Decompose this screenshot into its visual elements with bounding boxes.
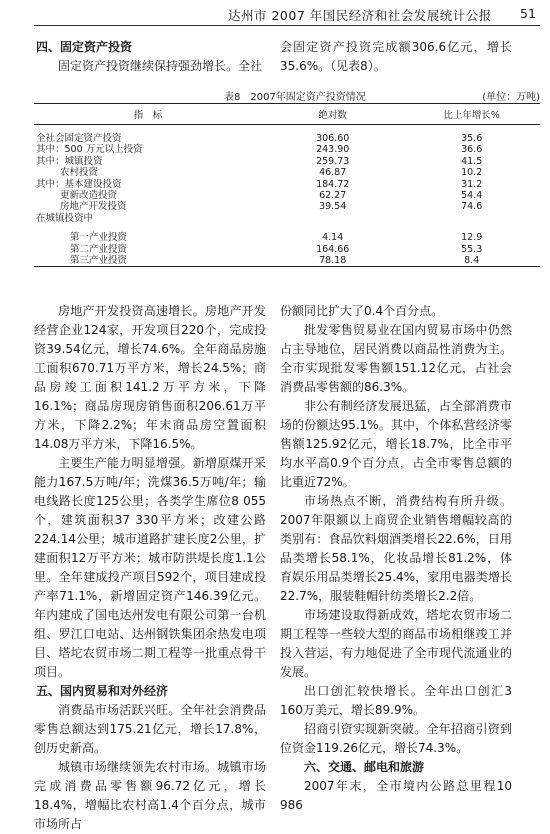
consumer-paragraph: 消费品市场活跃兴旺。全年社会消费品零售总额达到175.21亿元，增长17.8%，创历史新高。 bbox=[34, 703, 266, 755]
header-growth: 比上年增长% bbox=[403, 104, 540, 125]
header-rule bbox=[34, 25, 540, 26]
report-title: 达州市 2007 年国民经济和社会发展统计公报 bbox=[228, 8, 492, 23]
table-row bbox=[34, 179, 540, 190]
row-growth bbox=[403, 213, 540, 224]
section4-heading: 四、固定资产投资 bbox=[36, 40, 133, 54]
row-label: 在城镇投资中 bbox=[36, 212, 94, 224]
row-value: 4.14 bbox=[322, 232, 344, 244]
row-label: 第三产业投资 bbox=[34, 255, 262, 267]
table-header-row bbox=[34, 104, 540, 125]
section4-intro-right bbox=[280, 38, 512, 76]
row-label: 第二产业投资 bbox=[70, 243, 128, 255]
table-row bbox=[34, 213, 540, 224]
realestate-paragraph: 房地产开发投资高速增长。房地产开发经营企业124家，开发项目220个，完成投资39.54亿元，增长74.6%。全年商品房施工面积670.71万平方米，增长24.5%；商品房竣工面积141.2万平方米，下降16.1%；商品房现房销售面积206.61万平方米，下降2.2%；年末商品房空置面积14.08万平方米，下降16.5%。 bbox=[34, 304, 266, 451]
hotspots-paragraph: 市场热点不断，消费结构有所升级。2007年限额以上商贸企业销售增幅较高的类别有：食品饮料烟酒类增长22.6%，日用品类增长58.1%，化妆品增长81.2%，体育娱乐用品类增长25.4%，家用电器类增长22.7%，服装鞋帽针纺类增长2.2倍。 bbox=[280, 494, 512, 603]
section4-paragraph-cont: 会固定资产投资完成额306.6亿元，增长35.6%。（见表8）。 bbox=[280, 40, 512, 73]
row-label: 其中：基本建设投资 bbox=[36, 178, 122, 190]
row-growth: 31.2 bbox=[461, 178, 483, 190]
row-label: 更新改造投资 bbox=[60, 190, 118, 202]
row-growth: 8.4 bbox=[403, 255, 540, 267]
page-number: 51 bbox=[520, 6, 536, 21]
wholesale-paragraph: 批发零售贸易业在国内贸易市场中仍然占主导地位，居民消费以商品性消费为主。全市实现批发零售额151.12亿元，占社会消费品零售额的86.3%。 bbox=[280, 323, 512, 394]
table-row bbox=[34, 232, 540, 243]
row-growth: 54.4 bbox=[461, 190, 483, 202]
table-row bbox=[34, 133, 540, 144]
row-value: 39.54 bbox=[319, 201, 347, 213]
row-label: 其中：城镇投资 bbox=[36, 155, 103, 167]
header-absolute: 绝对数 bbox=[262, 104, 403, 125]
row-growth: 12.9 bbox=[461, 232, 483, 244]
row-value: 184.72 bbox=[316, 178, 350, 190]
row-growth: 55.3 bbox=[461, 243, 483, 255]
table-row bbox=[34, 201, 540, 212]
row-label: 农村投资 bbox=[60, 167, 99, 179]
right-column bbox=[280, 302, 512, 815]
row-value: 46.87 bbox=[319, 167, 347, 179]
row-value: 78.18 bbox=[262, 255, 403, 267]
table-row bbox=[34, 156, 540, 167]
row-value: 259.73 bbox=[316, 155, 350, 167]
urban-market-paragraph: 城镇市场继续领先农村市场。城镇市场完成消费品零售额96.72亿元，增长18.4%，增幅比农村高1.4个百分点，城市市场所占 bbox=[34, 760, 266, 831]
table-row bbox=[34, 167, 540, 178]
row-value: 243.90 bbox=[316, 144, 350, 156]
row-value: 306.60 bbox=[316, 133, 350, 144]
table-row bbox=[34, 244, 540, 255]
row-value: 164.66 bbox=[316, 243, 350, 255]
table-title: 表8 2007年固定资产投资情况 bbox=[224, 92, 366, 103]
section4-intro-left bbox=[34, 38, 266, 76]
left-column bbox=[34, 302, 266, 834]
market-construction-paragraph: 市场建设取得新成效，塔坨农贸市场二期工程等一些较大型的商品市场相继竣工并投入营运，有力地促进了全市现代流通业的发展。 bbox=[280, 608, 512, 679]
section5-heading: 五、国内贸易和对外经济 bbox=[36, 684, 169, 698]
roads-paragraph: 2007年末，全市境内公路总里程10 986 bbox=[280, 779, 512, 812]
row-label: 房地产开发投资 bbox=[60, 201, 127, 213]
header-indicator: 指 标 bbox=[34, 104, 262, 125]
row-growth: 36.6 bbox=[461, 144, 483, 156]
table-row bbox=[34, 255, 540, 267]
share-paragraph: 份额同比扩大了0.4个百分点。 bbox=[280, 304, 444, 318]
row-label: 全社会固定资产投资 bbox=[36, 133, 122, 144]
table-unit: (单位：万吨) bbox=[482, 92, 540, 103]
section6-heading: 六、交通、邮电和旅游 bbox=[304, 760, 425, 774]
row-growth: 74.6 bbox=[461, 201, 483, 213]
investment-paragraph: 招商引资实现新突破。全年招商引资到位资金119.26亿元，增长74.3%。 bbox=[280, 722, 512, 755]
row-label: 第一产业投资 bbox=[70, 232, 128, 244]
row-label: 其中：500 万元以上投资 bbox=[36, 144, 143, 156]
row-value bbox=[262, 213, 403, 224]
row-growth: 41.5 bbox=[461, 155, 483, 167]
table-row bbox=[34, 144, 540, 155]
nonpublic-paragraph: 非公有制经济发展迅猛，占全部消费市场的份额达95.1%。其中，个体私营经济零售额125.92亿元，增长18.7%，比全市平均水平高0.9个百分点，占全市零售总额的比重近72%。 bbox=[280, 399, 512, 489]
capacity-paragraph: 主要生产能力明显增强。新增原煤开采能力167.5万吨/年；洗煤36.5万吨/年；输电线路长度125公里；各类学生席位8 055个，建筑面积37 330平方米；改建公路224.14公里；城市道路扩建长度2公里，扩建面积12万平方米；城市防洪堤长度1.1公里。全年建成投产项目592个，项目建成投产率71.1%，新增固定资产146.39亿元。年内建成了国电达州发电有限公司第一台机组、罗江口电站、达州钢铁集团余热发电项目、塔坨农贸市场二期工程等一批重点骨干项目。 bbox=[34, 456, 266, 679]
export-paragraph: 出口创汇较快增长。全年出口创汇3 160万美元，增长89.9%。 bbox=[280, 684, 512, 717]
table-row bbox=[34, 190, 540, 201]
table-caption bbox=[34, 86, 540, 102]
row-growth: 10.2 bbox=[461, 167, 483, 179]
row-growth: 35.6 bbox=[461, 133, 483, 144]
section4-paragraph: 固定资产投资继续保持强劲增长。全社 bbox=[58, 59, 263, 73]
page-header bbox=[0, 0, 550, 30]
row-value: 62.27 bbox=[319, 190, 347, 202]
investment-table bbox=[34, 103, 540, 267]
